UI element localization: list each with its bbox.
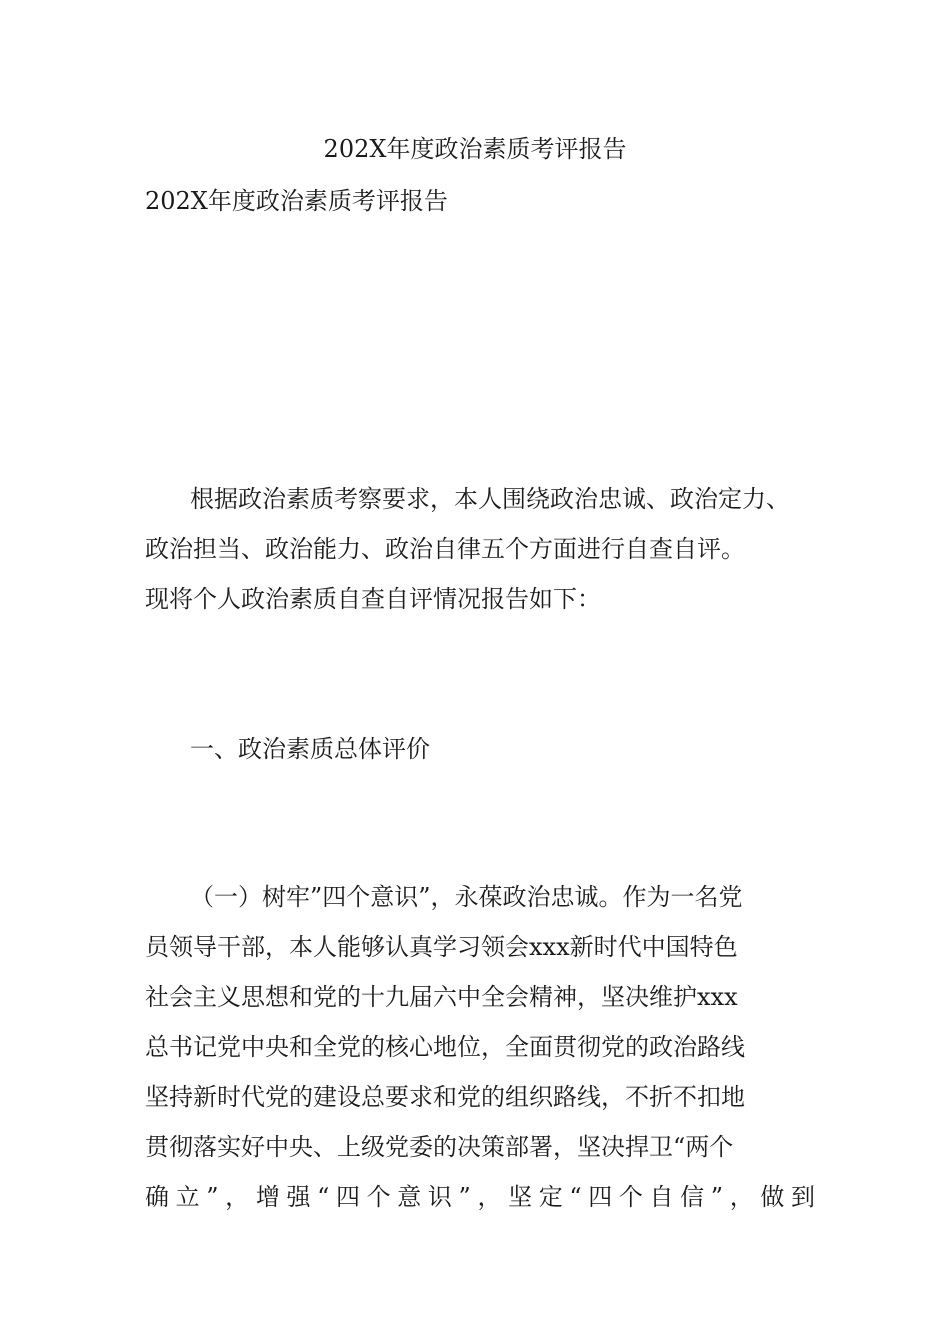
section-heading-text: 一、政治素质总体评价 [190, 735, 430, 763]
intro-line: 现将个人政治素质自查自评情况报告如下： [145, 585, 601, 613]
body-line: 坚持新时代党的建设总要求和党的组织路线，不折不扣地 [145, 1083, 745, 1111]
body-line: 总书记党中央和全党的核心地位，全面贯彻党的政治路线 [145, 1033, 745, 1061]
body-paragraph [145, 872, 815, 1222]
intro-paragraph [145, 474, 815, 624]
body-line: 员领导干部，本人能够认真学习领会xxx新时代中国特色 [145, 933, 738, 961]
intro-line: 政治担当、政治能力、政治自律五个方面进行自查自评。 [145, 535, 745, 563]
body-line: 确立”，增强“四个意识”，坚定“四个自信”，做到 [145, 1183, 815, 1211]
document-subtitle: 202X年度政治素质考评报告 [145, 187, 448, 215]
body-line: 贯彻落实好中央、上级党委的决策部署，坚决捍卫“两个 [145, 1133, 734, 1161]
body-line: （一）树牢”四个意识”，永葆政治忠诚。作为一名党 [190, 883, 743, 911]
document-title: 202X年度政治素质考评报告 [323, 135, 627, 163]
section-heading [145, 724, 815, 774]
intro-line: 根据政治素质考察要求，本人围绕政治忠诚、政治定力、 [190, 485, 790, 513]
body-line: 社会主义思想和党的十九届六中全会精神，坚决维护xxx [145, 983, 738, 1011]
